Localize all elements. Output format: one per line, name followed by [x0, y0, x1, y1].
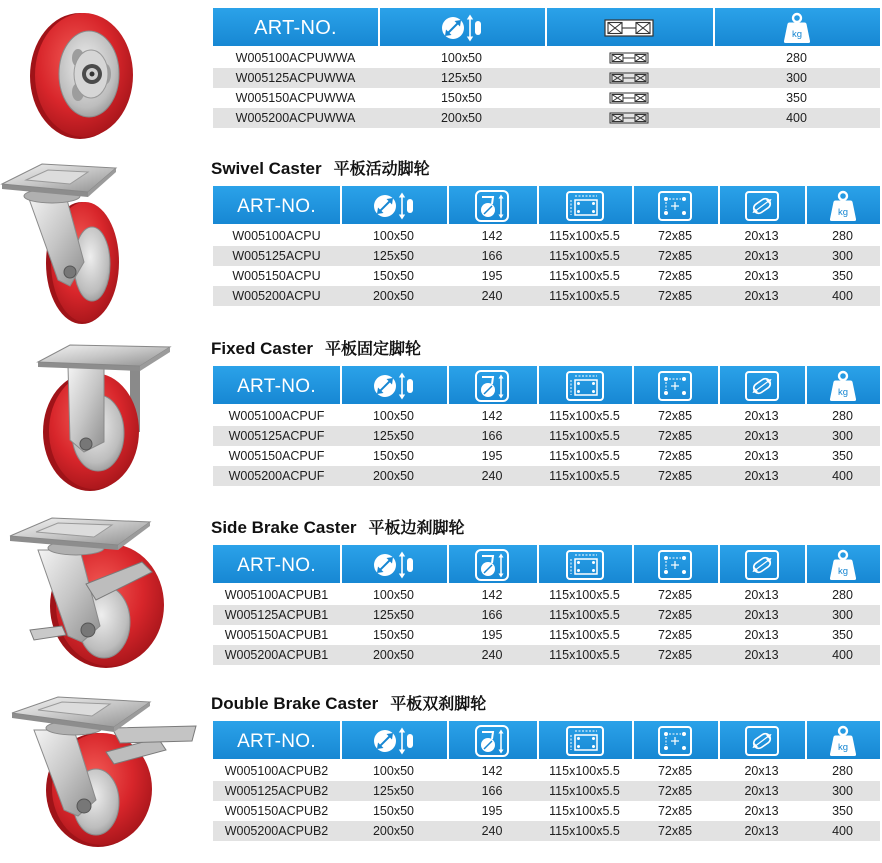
bolt-hole-size-cell: 20x13: [744, 269, 779, 283]
top-plate-size-cell: 115x100x5.5: [537, 286, 632, 306]
header-overall-height: [447, 186, 537, 226]
bolt-hole-spacing-cell: 72x85: [657, 764, 693, 778]
top-plate-size-cell: 115x100x5.5: [537, 605, 632, 625]
header-wheel-size: [340, 186, 447, 226]
load-capacity-cell: 280: [786, 51, 807, 65]
load-capacity-cell: 400: [805, 466, 880, 486]
side-brake-caster-spec-table: [213, 545, 880, 665]
wheel-spec-table: [213, 8, 880, 128]
wheel-size-icon: [372, 550, 416, 580]
weight-icon-label: kg: [837, 387, 848, 398]
art-no-cell: W005125ACPUWWA: [213, 68, 378, 88]
bolt-hole-spacing-cell: 72x85: [632, 426, 718, 446]
overall-height-cell: 240: [447, 466, 537, 486]
top-plate-size-cell: 115x100x5.5: [549, 628, 620, 642]
wheel-size-cell: 200x50: [340, 466, 447, 486]
wheel-size-cell: 150x50: [372, 269, 414, 283]
header-bolt-hole-size: [718, 366, 805, 406]
bolt-hole-spacing-icon: [657, 370, 693, 402]
overall-height-icon: [474, 724, 510, 758]
wheel-size-cell: 100x50: [372, 764, 414, 778]
bolt-hole-size-icon: [744, 190, 780, 222]
art-no-cell: W005100ACPUWWA: [235, 51, 356, 65]
table-row: [213, 781, 880, 801]
header-bolt-hole-spacing: [632, 545, 718, 585]
overall-height-cell: 142: [481, 409, 503, 423]
top-plate-size-icon: [565, 370, 605, 402]
load-capacity-cell: 300: [805, 426, 880, 446]
bolt-hole-size-cell: 20x13: [718, 286, 805, 306]
carton-cell: [545, 88, 713, 108]
wheel-size-cell: 125x50: [340, 781, 447, 801]
top-plate-size-cell: 115x100x5.5: [549, 764, 620, 778]
bolt-hole-spacing-icon: [657, 549, 693, 581]
table-row: [213, 48, 880, 68]
header-overall-height: [447, 721, 537, 761]
header-wheel-size: [340, 366, 447, 406]
art-no-cell: W005100ACPUB2: [224, 764, 329, 778]
header-load-capacity: [805, 545, 880, 585]
top-plate-size-cell: 115x100x5.5: [549, 804, 620, 818]
table-row: [213, 821, 880, 841]
overall-height-cell: 142: [481, 764, 503, 778]
header-wheel-size: [340, 545, 447, 585]
bolt-hole-spacing-cell: 72x85: [632, 821, 718, 841]
weight-icon-label: kg: [837, 742, 848, 753]
bolt-hole-size-cell: 20x13: [744, 449, 779, 463]
load-capacity-cell: 300: [805, 246, 880, 266]
section-title-en: Swivel Caster: [211, 159, 322, 178]
bolt-hole-spacing-icon: [657, 725, 693, 757]
overall-height-cell: 195: [481, 269, 503, 283]
table-row: [213, 88, 880, 108]
bolt-hole-spacing-cell: 72x85: [657, 628, 693, 642]
section-title: [211, 338, 421, 360]
overall-height-cell: 240: [447, 645, 537, 665]
table-row: [213, 286, 880, 306]
table-row: [213, 226, 880, 246]
header-bolt-hole-size: [718, 186, 805, 226]
wheel-size-cell: 125x50: [340, 605, 447, 625]
header-top-plate-size: [537, 366, 632, 406]
header-art-no: ART-NO.: [213, 721, 340, 761]
bolt-hole-size-icon: [744, 725, 780, 757]
wheel-size-cell: 200x50: [340, 645, 447, 665]
art-no-cell: W005200ACPU: [213, 286, 340, 306]
overall-height-cell: 240: [447, 821, 537, 841]
load-capacity-icon: [828, 370, 858, 402]
table-header-row: [213, 545, 880, 585]
top-plate-size-cell: 115x100x5.5: [549, 409, 620, 423]
bolt-hole-spacing-cell: 72x85: [657, 804, 693, 818]
table-row: [213, 585, 880, 605]
overall-height-cell: 142: [481, 229, 503, 243]
section-title-en: Double Brake Caster: [211, 694, 379, 713]
art-no-cell: W005125ACPUB2: [213, 781, 340, 801]
overall-height-cell: 166: [447, 246, 537, 266]
bolt-hole-size-cell: 20x13: [718, 246, 805, 266]
wheel-size-cell: 100x50: [372, 229, 414, 243]
bolt-hole-spacing-cell: 72x85: [657, 449, 693, 463]
double-brake-caster-spec-table: [213, 721, 880, 841]
weight-icon-label: kg: [791, 29, 802, 40]
header-bolt-hole-spacing: [632, 186, 718, 226]
load-capacity-cell: 280: [832, 588, 853, 602]
wheel-size-cell: 125x50: [340, 246, 447, 266]
table-row: [213, 108, 880, 128]
section-title-cn: 平板双刹脚轮: [390, 694, 487, 713]
load-capacity-cell: 400: [805, 286, 880, 306]
header-art-no: ART-NO.: [213, 545, 340, 585]
section-title: [211, 158, 430, 180]
wheel-size-cell: 150x50: [372, 628, 414, 642]
double-brake-caster-section: [0, 693, 882, 863]
load-capacity-cell: 350: [832, 449, 853, 463]
load-capacity-cell: 400: [805, 645, 880, 665]
top-plate-size-cell: 115x100x5.5: [537, 466, 632, 486]
carton-icon: [609, 92, 649, 104]
table-row: [213, 801, 880, 821]
bolt-hole-spacing-cell: 72x85: [657, 229, 693, 243]
carton-icon: [609, 52, 649, 64]
table-header-row: [213, 721, 880, 761]
load-capacity-icon: [828, 725, 858, 757]
wheel-size-icon: [372, 371, 416, 401]
load-capacity-cell: 400: [713, 108, 880, 128]
bolt-hole-size-cell: 20x13: [744, 628, 779, 642]
art-no-cell: W005150ACPUB2: [224, 804, 329, 818]
header-wheel-size: [340, 721, 447, 761]
load-capacity-cell: 350: [832, 269, 853, 283]
wheel-size-cell: 200x50: [340, 821, 447, 841]
bolt-hole-spacing-cell: 72x85: [632, 466, 718, 486]
fixed-caster-section: [0, 338, 882, 508]
header-overall-height: [447, 366, 537, 406]
overall-height-cell: 240: [447, 286, 537, 306]
art-no-cell: W005200ACPUB1: [213, 645, 340, 665]
bolt-hole-size-icon: [744, 549, 780, 581]
top-plate-size-icon: [565, 190, 605, 222]
bolt-hole-size-cell: 20x13: [718, 426, 805, 446]
overall-height-cell: 195: [481, 804, 503, 818]
bolt-hole-size-cell: 20x13: [744, 588, 779, 602]
load-capacity-icon: [782, 12, 812, 44]
art-no-cell: W005125ACPUB1: [213, 605, 340, 625]
art-no-cell: W005150ACPUB1: [224, 628, 329, 642]
art-no-cell: W005125ACPUF: [213, 426, 340, 446]
art-no-cell: W005100ACPUB1: [224, 588, 329, 602]
table-header-row: [213, 366, 880, 406]
bolt-hole-size-cell: 20x13: [718, 821, 805, 841]
top-plate-size-icon: [565, 549, 605, 581]
fixed-caster-spec-table: [213, 366, 880, 486]
overall-height-icon: [474, 369, 510, 403]
load-capacity-cell: 350: [786, 91, 807, 105]
wheel-size-cell: 150x50: [440, 91, 482, 105]
bolt-hole-size-cell: 20x13: [744, 229, 779, 243]
header-wheel-size: [378, 8, 545, 48]
carton-icon: [604, 19, 654, 37]
wheel-size-cell: 100x50: [372, 588, 414, 602]
table-row: [213, 426, 880, 446]
swivel-caster-spec-table: [213, 186, 880, 306]
top-plate-size-cell: 115x100x5.5: [537, 821, 632, 841]
section-title-cn: 平板边刹脚轮: [368, 518, 465, 537]
bolt-hole-spacing-cell: 72x85: [632, 645, 718, 665]
overall-height-cell: 195: [481, 628, 503, 642]
load-capacity-cell: 300: [805, 605, 880, 625]
bolt-hole-spacing-cell: 72x85: [657, 269, 693, 283]
top-plate-size-icon: [565, 725, 605, 757]
top-plate-size-cell: 115x100x5.5: [537, 426, 632, 446]
header-bolt-hole-size: [718, 545, 805, 585]
art-no-cell: W005150ACPUWWA: [235, 91, 356, 105]
load-capacity-cell: 300: [805, 781, 880, 801]
load-capacity-cell: 400: [805, 821, 880, 841]
art-no-cell: W005200ACPUB2: [213, 821, 340, 841]
table-row: [213, 605, 880, 625]
carton-cell: [545, 68, 713, 88]
table-row: [213, 761, 880, 781]
bolt-hole-size-cell: 20x13: [744, 764, 779, 778]
art-no-cell: W005150ACPU: [232, 269, 321, 283]
top-plate-size-cell: 115x100x5.5: [549, 449, 620, 463]
load-capacity-cell: 280: [832, 229, 853, 243]
section-title-en: Fixed Caster: [211, 339, 314, 358]
section-title-cn: 平板固定脚轮: [325, 339, 422, 358]
overall-height-cell: 166: [447, 426, 537, 446]
carton-cell: [545, 48, 713, 68]
section-title: [211, 517, 465, 539]
top-plate-size-cell: 115x100x5.5: [537, 246, 632, 266]
art-no-cell: W005200ACPUF: [213, 466, 340, 486]
header-load-capacity: [805, 721, 880, 761]
bolt-hole-spacing-cell: 72x85: [657, 409, 693, 423]
wheel-size-cell: 100x50: [372, 409, 414, 423]
overall-height-icon: [474, 548, 510, 582]
bolt-hole-spacing-cell: 72x85: [632, 605, 718, 625]
header-load-capacity: [805, 366, 880, 406]
top-plate-size-cell: 115x100x5.5: [549, 588, 620, 602]
wheel-size-cell: 100x50: [440, 51, 482, 65]
header-bolt-hole-spacing: [632, 721, 718, 761]
top-plate-size-cell: 115x100x5.5: [537, 781, 632, 801]
wheel-size-icon: [372, 191, 416, 221]
table-row: [213, 266, 880, 286]
table-row: [213, 246, 880, 266]
wheel-size-icon: [440, 13, 484, 43]
wheel-size-cell: 200x50: [378, 108, 545, 128]
header-carton: [545, 8, 713, 48]
bolt-hole-spacing-cell: 72x85: [632, 286, 718, 306]
load-capacity-icon: [828, 549, 858, 581]
overall-height-cell: 195: [481, 449, 503, 463]
bolt-hole-spacing-cell: 72x85: [632, 781, 718, 801]
art-no-cell: W005150ACPUF: [228, 449, 325, 463]
overall-height-cell: 166: [447, 605, 537, 625]
weight-icon-label: kg: [837, 207, 848, 218]
load-capacity-cell: 280: [832, 764, 853, 778]
top-plate-size-cell: 115x100x5.5: [549, 229, 620, 243]
carton-icon: [609, 72, 649, 84]
bolt-hole-size-icon: [744, 370, 780, 402]
section-title-en: Side Brake Caster: [211, 518, 357, 537]
weight-icon-label: kg: [837, 566, 848, 577]
carton-icon: [609, 112, 649, 124]
bolt-hole-size-cell: 20x13: [744, 409, 779, 423]
section-title-cn: 平板活动脚轮: [333, 159, 430, 178]
header-art-no: ART-NO.: [213, 186, 340, 226]
side-brake-caster-section: [0, 517, 882, 687]
table-row: [213, 68, 880, 88]
header-overall-height: [447, 545, 537, 585]
load-capacity-cell: 350: [832, 804, 853, 818]
bolt-hole-size-cell: 20x13: [718, 605, 805, 625]
wheel-size-cell: 125x50: [340, 426, 447, 446]
art-no-cell: W005100ACPUF: [228, 409, 325, 423]
swivel-caster-section: [0, 158, 882, 328]
table-row: [213, 406, 880, 426]
bolt-hole-spacing-icon: [657, 190, 693, 222]
table-row: [213, 446, 880, 466]
top-plate-size-cell: 115x100x5.5: [549, 269, 620, 283]
top-plate-size-cell: 115x100x5.5: [537, 645, 632, 665]
header-art-no: ART-NO.: [213, 8, 378, 48]
load-capacity-cell: 350: [832, 628, 853, 642]
bolt-hole-size-cell: 20x13: [718, 466, 805, 486]
table-row: [213, 625, 880, 645]
overall-height-cell: 166: [447, 781, 537, 801]
table-header-row: [213, 186, 880, 226]
header-top-plate-size: [537, 545, 632, 585]
section-title: [211, 693, 486, 715]
load-capacity-cell: 300: [713, 68, 880, 88]
header-load-capacity: [805, 186, 880, 226]
bolt-hole-size-cell: 20x13: [718, 781, 805, 801]
header-bolt-hole-spacing: [632, 366, 718, 406]
art-no-cell: W005100ACPU: [232, 229, 321, 243]
carton-cell: [545, 108, 713, 128]
overall-height-cell: 142: [481, 588, 503, 602]
table-header-row: [213, 8, 880, 48]
overall-height-icon: [474, 189, 510, 223]
bolt-hole-size-cell: 20x13: [718, 645, 805, 665]
bolt-hole-spacing-cell: 72x85: [657, 588, 693, 602]
header-art-no: ART-NO.: [213, 366, 340, 406]
header-top-plate-size: [537, 721, 632, 761]
art-no-cell: W005125ACPU: [213, 246, 340, 266]
load-capacity-icon: [828, 190, 858, 222]
wheel-size-cell: 125x50: [378, 68, 545, 88]
wheel-size-icon: [372, 726, 416, 756]
header-top-plate-size: [537, 186, 632, 226]
wheel-size-cell: 150x50: [372, 449, 414, 463]
wheel-size-cell: 150x50: [372, 804, 414, 818]
load-capacity-cell: 280: [832, 409, 853, 423]
header-bolt-hole-size: [718, 721, 805, 761]
header-load-capacity: [713, 8, 880, 48]
table-row: [213, 466, 880, 486]
art-no-cell: W005200ACPUWWA: [213, 108, 378, 128]
wheel-size-cell: 200x50: [340, 286, 447, 306]
wheel-section: [0, 8, 882, 178]
table-row: [213, 645, 880, 665]
bolt-hole-size-cell: 20x13: [744, 804, 779, 818]
bolt-hole-spacing-cell: 72x85: [632, 246, 718, 266]
